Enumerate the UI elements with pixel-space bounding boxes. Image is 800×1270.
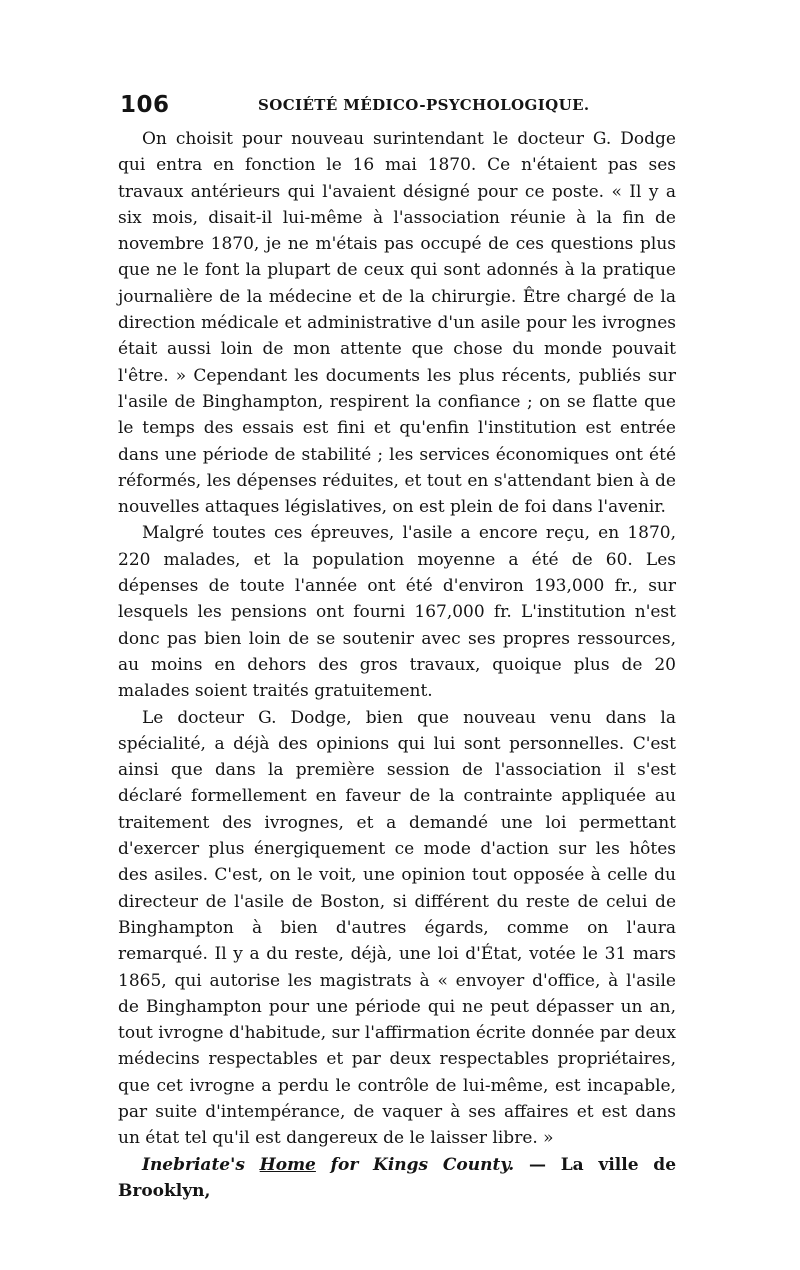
section-title-italic-2: for Kings County.: [315, 1154, 515, 1175]
section-heading-line: [118, 1152, 676, 1205]
paragraph-1: On choisit pour nouveau surintendant le docteur G. Dodge qui entra en fonction le 16 mai 1870. Ce n'étaient pas ses travaux antérieurs qui l'avaient désigné pour ce poste. « Il y a six mois, disait-il lui-même à l'association réunie à la fin de novembre 1870, je ne m'étais pas occupé de ces questions plus que ne le font la plupart de ceux qui sont adonnés à la pratique journalière de la médecine et de la chirurgie. Être chargé de la direction médicale et administrative d'un asile pour les ivrognes était aussi loin de mon attente que chose du monde pouvait l'être. » Cependant les documents les plus récents, publiés sur l'asile de Binghampton, respirent la confiance ; on se flatte que le temps des essais est fini et qu'enfin l'institution est entrée dans une période de stabilité ; les services économiques ont été réformés, les dépenses réduites, et tout en s'attendant bien à de nouvelles attaques législatives, on est plein de foi dans l'avenir.: [118, 129, 676, 518]
paragraph-2: Malgré toutes ces épreuves, l'asile a encore reçu, en 1870, 220 malades, et la population moyenne a été de 60. Les dépenses de toute l'année ont été d'environ 193,000 fr., sur lesquels les pensions ont fourni 167,000 fr. L'institution n'est donc pas bien loin de se soutenir avec ses propres ressources, au moins en dehors des gros travaux, quoique plus de 20 malades soient traités gratuitement.: [118, 523, 676, 702]
book-page: [118, 92, 676, 1204]
body-text: [118, 126, 676, 1152]
section-title-rest: — La ville de Brooklyn,: [118, 1154, 677, 1201]
section-title-italic-1: Inebriate's: [142, 1154, 260, 1175]
running-title: SOCIÉTÉ MÉDICO-PSYCHOLOGIQUE.: [258, 96, 590, 114]
page-number: 106: [120, 92, 170, 118]
section-title-italic-underlined: Home: [259, 1154, 316, 1175]
paragraph-3: Le docteur G. Dodge, bien que nouveau venu dans la spécialité, a déjà des opinions qui lui sont personnelles. C'est ainsi que dans la première session de l'association il s'est déclaré formellement en faveur de la contrainte appliquée au traitement des ivrognes, et a demandé une loi permettant d'exercer plus énergiquement ce mode d'action sur les hôtes des asiles. C'est, on le voit, une opinion tout opposée à celle du directeur de l'asile de Boston, si différent du reste de celui de Binghampton à bien d'autres égards, comme on l'aura remarqué. Il y a du reste, déjà, une loi d'État, votée le 31 mars 1865, qui autorise les magistrats à « envoyer d'office, à l'asile de Binghampton pour une période qui ne peut dépasser un an, tout ivrogne d'habitude, sur l'affirmation écrite donnée par deux médecins respectables et par deux respectables propriétaires, que cet ivrogne a perdu le contrôle de lui-même, est incapable, par suite d'intempérance, de vaquer à ses affaires et est dans un état tel qu'il est dangereux de le laisser libre. »: [118, 707, 676, 1149]
running-head: [118, 92, 676, 126]
